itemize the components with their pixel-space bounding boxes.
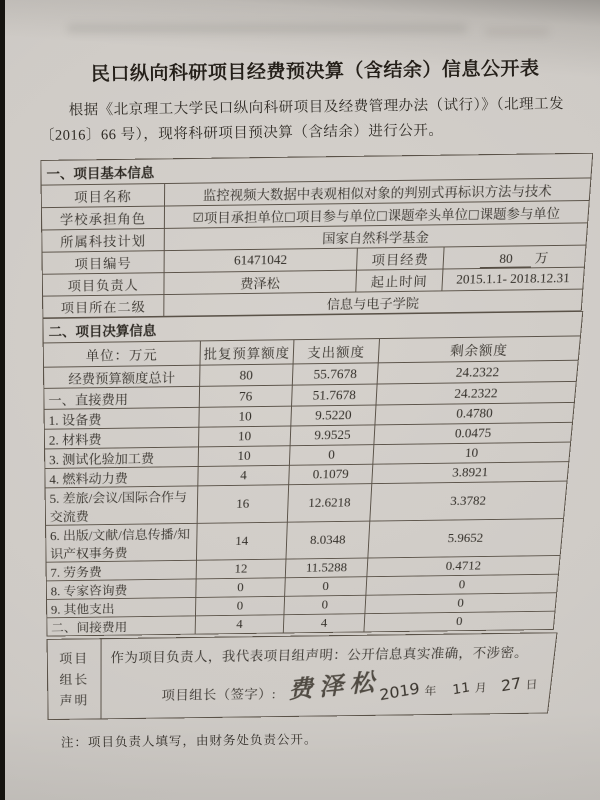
project-no-label: 项目编号 bbox=[42, 251, 164, 275]
funds-unit: 万 bbox=[534, 250, 549, 265]
approved-amount: 80 bbox=[200, 364, 293, 386]
date-month-suffix: 月 bbox=[474, 680, 488, 695]
declaration-label bbox=[47, 639, 101, 720]
project-name-label: 项目名称 bbox=[41, 184, 165, 208]
checkbox-checked-icon: ☑ bbox=[192, 209, 205, 225]
approved-amount: 10 bbox=[199, 406, 292, 427]
leader-label: 项目负责人 bbox=[42, 273, 164, 296]
project-name-value: 监控视频大数据中表观相似对象的判别式再标识方法与技术 bbox=[164, 178, 590, 206]
budget-row-label: 经费预算额度总计 bbox=[44, 365, 200, 388]
approved-amount: 10 bbox=[198, 446, 290, 467]
budget-row-label: 9. 其他支出 bbox=[47, 597, 196, 617]
program-value: 国家自然科学基金 bbox=[164, 223, 587, 251]
remaining-amount: 0.4780 bbox=[375, 402, 574, 424]
ink-bleed-through bbox=[485, 28, 549, 36]
declaration-label-line: 项目 bbox=[59, 650, 90, 666]
budget-row-label: 1. 设备费 bbox=[44, 407, 199, 429]
col-header-approved: 批复预算额度 bbox=[200, 340, 294, 365]
checkbox-unchecked-icon: □ bbox=[467, 206, 481, 222]
approved-amount: 10 bbox=[199, 426, 291, 447]
role-label: 学校承担角色 bbox=[41, 206, 164, 230]
footnote: 注：项目负责人填写，由财务处负责公开。 bbox=[60, 732, 318, 750]
intro-line-1: 根据《北京理工大学民口纵向科研项目及经费管理办法（试行）》（北理工发 bbox=[68, 96, 565, 119]
date-day: 27 bbox=[499, 673, 522, 696]
spent-amount: 9.5220 bbox=[291, 405, 376, 426]
unit-label: 项目所在二级 bbox=[43, 295, 164, 318]
ink-bleed-through bbox=[67, 24, 467, 33]
spent-amount: 8.0348 bbox=[286, 521, 370, 559]
spent-amount: 9.9525 bbox=[290, 425, 375, 446]
declaration-statement: 作为项目负责人，我代表项目组声明：公开信息真实准确，不涉密。 bbox=[110, 645, 530, 666]
program-label: 所属科技计划 bbox=[42, 228, 165, 252]
unit-value: 信息与电子学院 bbox=[164, 289, 583, 316]
declaration-label-line: 声明 bbox=[59, 692, 90, 708]
approved-amount: 12 bbox=[196, 559, 286, 579]
budget-section bbox=[42, 311, 582, 637]
remaining-amount: 0.4712 bbox=[367, 555, 560, 576]
budget-row-label: 4. 燃料动力费 bbox=[45, 466, 198, 487]
intro-paragraph bbox=[40, 92, 593, 149]
section-2-header: 二、项目决算信息 bbox=[43, 311, 583, 343]
budget-row-label: 2. 材料费 bbox=[44, 427, 199, 449]
budget-row-label: 二、间接费用 bbox=[47, 616, 196, 636]
spent-amount: 12.6218 bbox=[287, 484, 371, 523]
approved-amount: 16 bbox=[197, 485, 289, 524]
checkbox-unchecked-icon: □ bbox=[375, 207, 389, 223]
budget-row-label: 8. 专家咨询费 bbox=[46, 579, 196, 599]
approved-amount: 4 bbox=[198, 465, 290, 486]
leader-value: 费泽松 bbox=[164, 270, 357, 294]
funds-amount: 80 bbox=[480, 251, 532, 268]
intro-line-2: 〔2016〕66 号），现将科研项目预决算（含结余）进行公开。 bbox=[39, 122, 444, 144]
budget-row-label: 3. 测试化验加工费 bbox=[45, 447, 199, 469]
approved-amount: 14 bbox=[196, 522, 287, 560]
budget-row-label: 5. 差旅/会议/国际合作与交流费 bbox=[45, 486, 198, 525]
funds-value bbox=[443, 245, 586, 269]
approved-amount: 76 bbox=[199, 385, 292, 407]
handwritten-signature: 费泽松 bbox=[287, 669, 385, 705]
remaining-amount: 10 bbox=[373, 442, 571, 464]
date-year: 2019 bbox=[378, 679, 421, 704]
approved-amount: 0 bbox=[196, 578, 285, 598]
declaration-section bbox=[47, 632, 558, 720]
form-sheet bbox=[39, 53, 600, 751]
declaration-table bbox=[47, 632, 558, 720]
spent-amount: 51.7678 bbox=[292, 384, 378, 406]
col-header-remaining: 剩余额度 bbox=[378, 336, 580, 363]
remaining-amount: 24.2322 bbox=[377, 360, 578, 384]
spent-amount: 0 bbox=[284, 595, 366, 614]
approved-amount: 0 bbox=[195, 596, 284, 616]
spent-amount: 11.5288 bbox=[285, 558, 368, 578]
date-month: 11 bbox=[451, 680, 471, 699]
spent-amount: 0 bbox=[285, 577, 367, 597]
budget-table bbox=[42, 311, 583, 637]
role-option-label: 课题参与单位 bbox=[479, 206, 561, 222]
remaining-amount: 0 bbox=[364, 611, 555, 632]
spent-amount: 0 bbox=[289, 445, 373, 466]
spent-amount: 4 bbox=[283, 614, 365, 633]
spent-amount: 55.7678 bbox=[292, 363, 378, 385]
declaration-label-line: 组长 bbox=[59, 671, 90, 687]
budget-row-label: 6. 出版/文献/信息传播/知识产权事务费 bbox=[46, 523, 198, 562]
date-year-suffix: 年 bbox=[424, 684, 437, 699]
section-1-header: 一、项目基本信息 bbox=[41, 153, 593, 185]
remaining-amount: 24.2322 bbox=[376, 381, 576, 405]
remaining-amount: 0.0475 bbox=[374, 422, 573, 444]
spent-amount: 0.1079 bbox=[289, 464, 373, 485]
period-value: 2015.1.1- 2018.12.31 bbox=[442, 267, 585, 291]
photographed-paper bbox=[5, 0, 600, 800]
basic-info-section bbox=[40, 153, 592, 319]
remaining-amount: 3.3782 bbox=[370, 481, 567, 521]
funds-label: 项目经费 bbox=[357, 247, 445, 270]
declaration-body bbox=[101, 633, 557, 719]
signature-row bbox=[104, 668, 549, 714]
date-day-suffix: 日 bbox=[525, 677, 538, 692]
checkbox-unchecked-icon: □ bbox=[283, 208, 297, 224]
document-title: 民口纵向科研项目经费预决算（含结余）信息公开表 bbox=[90, 58, 540, 86]
role-option-label: 项目承担单位 bbox=[203, 209, 285, 226]
col-header-spent: 支出额度 bbox=[293, 339, 379, 364]
remaining-amount: 0 bbox=[366, 574, 559, 595]
remaining-amount: 5.9652 bbox=[368, 519, 564, 558]
budget-row-label: 一、直接费用 bbox=[44, 386, 200, 409]
table-row bbox=[47, 633, 557, 720]
handwritten-date bbox=[379, 674, 538, 702]
sign-label: 项目组长（签字）: bbox=[161, 686, 277, 703]
approved-amount: 4 bbox=[195, 615, 284, 634]
project-no-value: 61471042 bbox=[164, 248, 357, 273]
budget-row-label: 7. 劳务费 bbox=[46, 560, 196, 581]
remaining-amount: 3.8921 bbox=[372, 462, 569, 484]
remaining-amount: 0 bbox=[365, 593, 557, 614]
basic-info-table bbox=[40, 153, 593, 319]
col-header-unit: 单位：万元 bbox=[43, 341, 200, 367]
period-label: 起止时间 bbox=[356, 269, 443, 292]
role-option-label: 项目参与单位 bbox=[295, 208, 377, 225]
role-option-label: 课题牵头单位 bbox=[387, 207, 469, 224]
